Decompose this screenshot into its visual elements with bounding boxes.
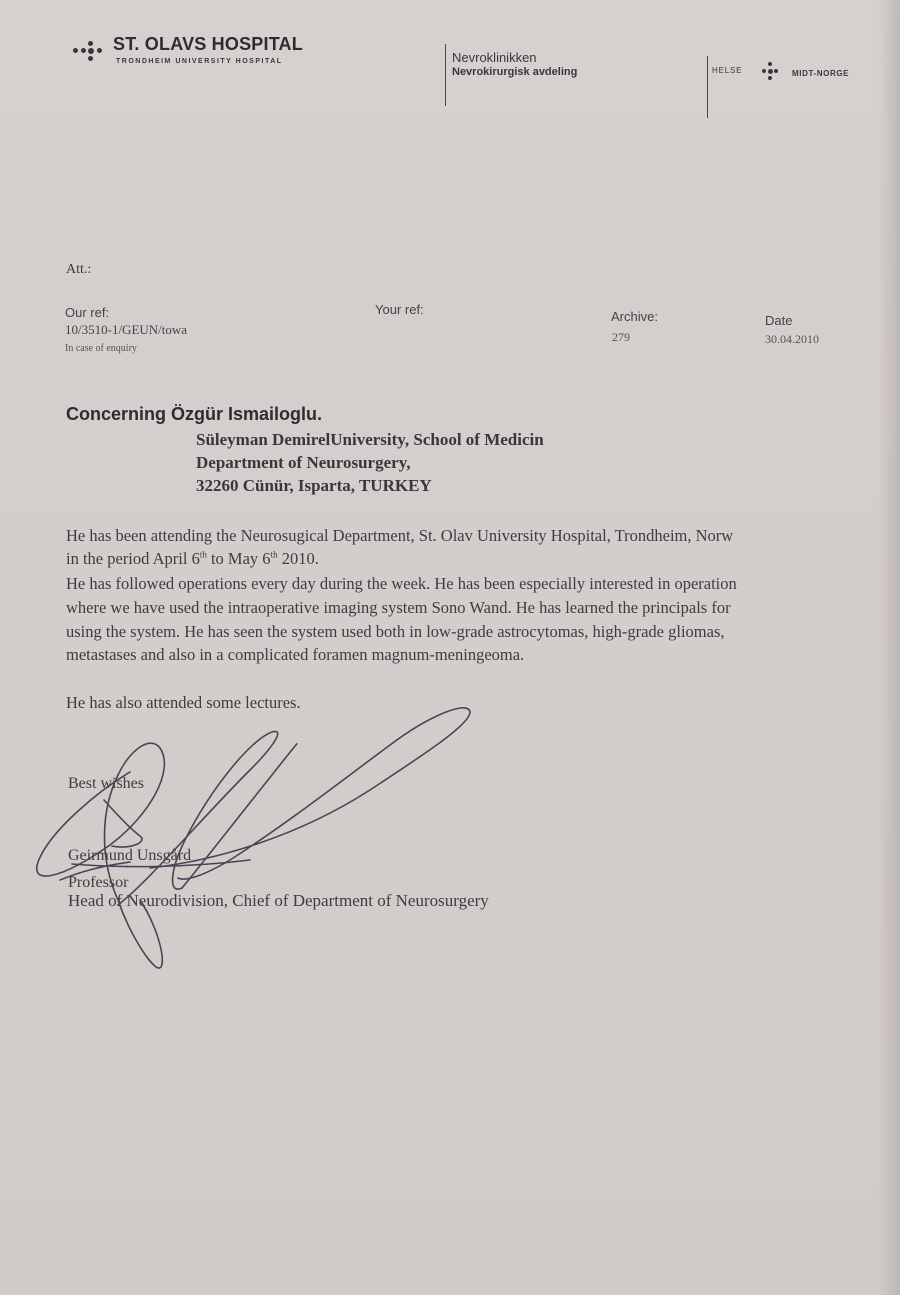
enquiry-note: In case of enquiry	[65, 343, 137, 354]
hospital-name: ST. OLAVS HOSPITAL	[113, 34, 303, 54]
hospital-logo-icon	[73, 36, 105, 70]
closing-greeting: Best wishes	[68, 775, 144, 792]
region-label-left: HELSE	[712, 66, 743, 75]
date-label: Date	[765, 313, 793, 328]
region-logo-icon	[762, 58, 778, 84]
our-ref-value: 10/3510-1/GEUN/towa	[65, 322, 188, 337]
page-edge-shadow	[878, 0, 900, 1295]
attention-label: Att.:	[66, 262, 92, 277]
body-line-6: metastases and also in a complicated foramen magnum-meningeoma.	[66, 645, 525, 664]
body-line-2: in the period April 6th to May 6th 2010.	[66, 549, 319, 568]
signatory-title: Professor	[68, 874, 129, 891]
archive-label: Archive:	[611, 309, 658, 324]
department-clinic: Nevroklinikken	[452, 50, 537, 65]
region-label-right: MIDT-NORGE	[792, 69, 850, 78]
body-line-3: He has followed operations every day during the week. He has been especially interested in operation	[66, 574, 737, 593]
body-line-5: using the system. He has seen the system used both in low-grade astrocytomas, high-grade gliomas,	[66, 622, 725, 641]
address-line-institution: Süleyman DemirelUniversity, School of Medicin	[196, 430, 544, 449]
letterhead-divider	[445, 44, 446, 106]
signatory-name: Geirmund Unsgård	[68, 847, 192, 864]
subject-heading: Concerning Özgür Ismailoglu.	[66, 404, 323, 424]
address-line-city: 32260 Cünür, Isparta, TURKEY	[196, 476, 432, 495]
your-ref-label: Your ref:	[375, 302, 424, 317]
body-line-7: He has also attended some lectures.	[66, 693, 301, 712]
signatory-position: Head of Neurodivision, Chief of Department of Neurosurgery	[68, 891, 489, 910]
our-ref-label: Our ref:	[65, 305, 110, 320]
archive-value: 279	[612, 330, 630, 344]
address-line-department: Department of Neurosurgery,	[196, 453, 411, 472]
hospital-subtitle: TRONDHEIM UNIVERSITY HOSPITAL	[116, 58, 283, 65]
department-section: Nevrokirurgisk avdeling	[452, 66, 578, 78]
body-line-4: where we have used the intraoperative imaging system Sono Wand. He has learned the principals for	[66, 598, 731, 617]
date-value: 30.04.2010	[765, 332, 819, 346]
body-line-1: He has been attending the Neurosugical Department, St. Olav University Hospital, Trondheim, Norw	[66, 526, 734, 545]
letterhead-divider-right	[707, 56, 708, 118]
